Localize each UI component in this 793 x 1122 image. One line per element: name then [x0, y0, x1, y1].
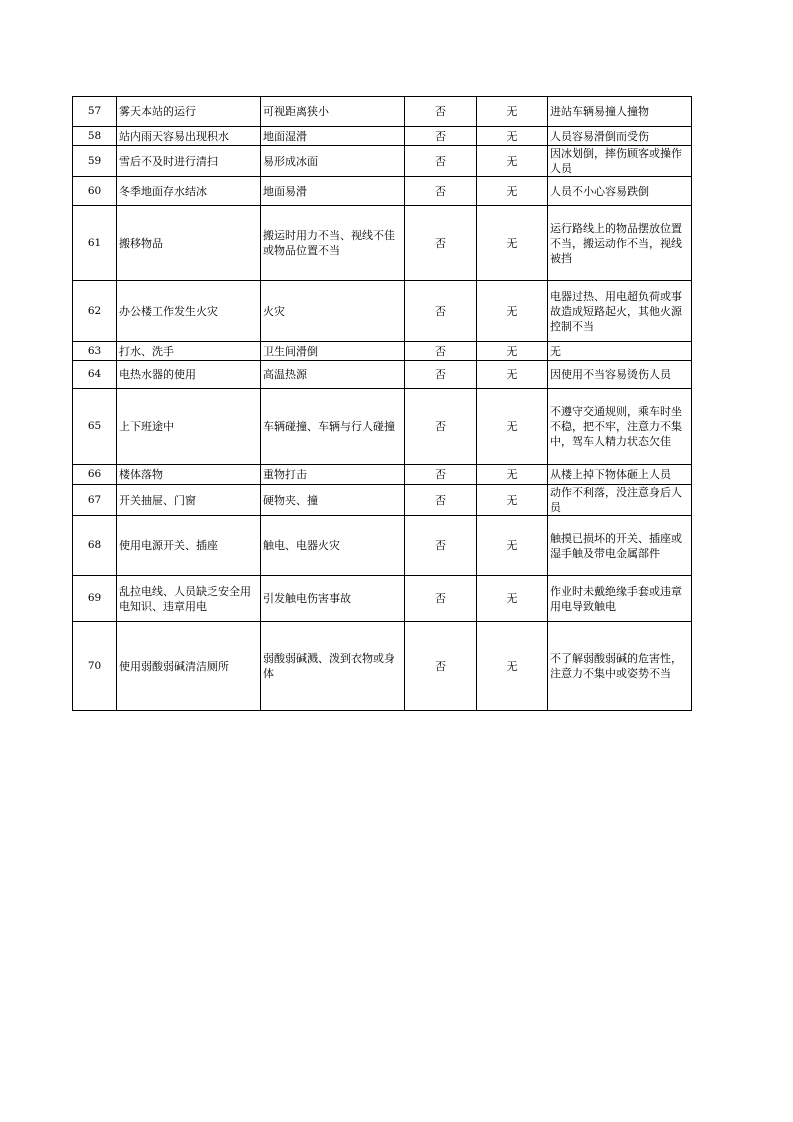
cause-cell: 因使用不当容易烫伤人员 [548, 361, 692, 389]
cause-cell: 运行路线上的物品摆放位置不当，搬运动作不当，视线被挡 [548, 206, 692, 281]
flag-cell: 否 [405, 97, 477, 127]
row-number: 58 [73, 127, 117, 146]
row-number: 68 [73, 516, 117, 576]
cause-cell: 电器过热、用电超负荷或事故造成短路起火，其他火源控制不当 [548, 281, 692, 342]
row-number: 67 [73, 485, 117, 516]
measure-cell: 无 [477, 177, 548, 206]
activity-cell: 开关抽屉、门窗 [117, 485, 261, 516]
table-row [73, 127, 692, 146]
flag-cell: 否 [405, 361, 477, 389]
flag-cell: 否 [405, 146, 477, 177]
row-number: 63 [73, 342, 117, 361]
hazard-cell: 高温热源 [261, 361, 405, 389]
table-row [73, 361, 692, 389]
row-number: 60 [73, 177, 117, 206]
hazard-cell: 弱酸弱碱溅、泼到衣物或身体 [261, 622, 405, 711]
hazard-cell: 硬物夹、撞 [261, 485, 405, 516]
cause-cell: 从楼上掉下物体砸上人员 [548, 465, 692, 485]
hazard-cell: 触电、电器火灾 [261, 516, 405, 576]
measure-cell: 无 [477, 516, 548, 576]
cause-cell: 人员容易滑倒而受伤 [548, 127, 692, 146]
row-number: 59 [73, 146, 117, 177]
table-row [73, 206, 692, 281]
flag-cell: 否 [405, 516, 477, 576]
hazard-cell: 搬运时用力不当、视线不佳或物品位置不当 [261, 206, 405, 281]
activity-cell: 雾天本站的运行 [117, 97, 261, 127]
measure-cell: 无 [477, 97, 548, 127]
activity-cell: 打水、洗手 [117, 342, 261, 361]
cause-cell: 动作不利落，没注意身后人员 [548, 485, 692, 516]
hazard-cell: 可视距离狭小 [261, 97, 405, 127]
measure-cell: 无 [477, 206, 548, 281]
hazard-cell: 重物打击 [261, 465, 405, 485]
cause-cell: 作业时未戴绝缘手套或违章用电导致触电 [548, 576, 692, 622]
activity-cell: 办公楼工作发生火灾 [117, 281, 261, 342]
hazard-cell: 地面湿滑 [261, 127, 405, 146]
measure-cell: 无 [477, 281, 548, 342]
flag-cell: 否 [405, 342, 477, 361]
activity-cell: 雪后不及时进行清扫 [117, 146, 261, 177]
measure-cell: 无 [477, 146, 548, 177]
activity-cell: 乱拉电线、人员缺乏安全用电知识、违章用电 [117, 576, 261, 622]
row-number: 69 [73, 576, 117, 622]
activity-cell: 冬季地面存水结冰 [117, 177, 261, 206]
row-number: 64 [73, 361, 117, 389]
cause-cell: 进站车辆易撞人撞物 [548, 97, 692, 127]
activity-cell: 站内雨天容易出现积水 [117, 127, 261, 146]
activity-cell: 使用电源开关、插座 [117, 516, 261, 576]
row-number: 62 [73, 281, 117, 342]
table-row [73, 465, 692, 485]
hazard-table [72, 96, 692, 711]
measure-cell: 无 [477, 485, 548, 516]
row-number: 57 [73, 97, 117, 127]
hazard-cell: 地面易滑 [261, 177, 405, 206]
row-number: 70 [73, 622, 117, 711]
activity-cell: 电热水器的使用 [117, 361, 261, 389]
table-row [73, 97, 692, 127]
flag-cell: 否 [405, 281, 477, 342]
cause-cell: 不遵守交通规则，乘车时坐不稳，把不牢，注意力不集中，驾车人精力状态欠佳 [548, 389, 692, 465]
activity-cell: 搬移物品 [117, 206, 261, 281]
hazard-cell: 易形成冰面 [261, 146, 405, 177]
table-row [73, 576, 692, 622]
cause-cell: 不了解弱酸弱碱的危害性，注意力不集中或姿势不当 [548, 622, 692, 711]
measure-cell: 无 [477, 127, 548, 146]
hazard-cell: 引发触电伤害事故 [261, 576, 405, 622]
flag-cell: 否 [405, 622, 477, 711]
measure-cell: 无 [477, 361, 548, 389]
flag-cell: 否 [405, 206, 477, 281]
row-number: 66 [73, 465, 117, 485]
measure-cell: 无 [477, 622, 548, 711]
hazard-cell: 车辆碰撞、车辆与行人碰撞 [261, 389, 405, 465]
hazard-cell: 火灾 [261, 281, 405, 342]
measure-cell: 无 [477, 576, 548, 622]
measure-cell: 无 [477, 342, 548, 361]
activity-cell: 楼体落物 [117, 465, 261, 485]
table-row [73, 281, 692, 342]
table-row [73, 485, 692, 516]
table-row [73, 146, 692, 177]
table-row [73, 342, 692, 361]
hazard-cell: 卫生间滑倒 [261, 342, 405, 361]
flag-cell: 否 [405, 177, 477, 206]
row-number: 65 [73, 389, 117, 465]
cause-cell: 人员不小心容易跌倒 [548, 177, 692, 206]
table-row [73, 622, 692, 711]
flag-cell: 否 [405, 389, 477, 465]
measure-cell: 无 [477, 465, 548, 485]
cause-cell: 因冰划倒，摔伤顾客或操作人员 [548, 146, 692, 177]
table-row [73, 389, 692, 465]
cause-cell: 无 [548, 342, 692, 361]
flag-cell: 否 [405, 127, 477, 146]
flag-cell: 否 [405, 576, 477, 622]
cause-cell: 触摸已损坏的开关、插座或湿手触及带电金属部件 [548, 516, 692, 576]
table-row [73, 516, 692, 576]
row-number: 61 [73, 206, 117, 281]
flag-cell: 否 [405, 485, 477, 516]
table-row [73, 177, 692, 206]
measure-cell: 无 [477, 389, 548, 465]
activity-cell: 使用弱酸弱碱清洁厕所 [117, 622, 261, 711]
activity-cell: 上下班途中 [117, 389, 261, 465]
flag-cell: 否 [405, 465, 477, 485]
